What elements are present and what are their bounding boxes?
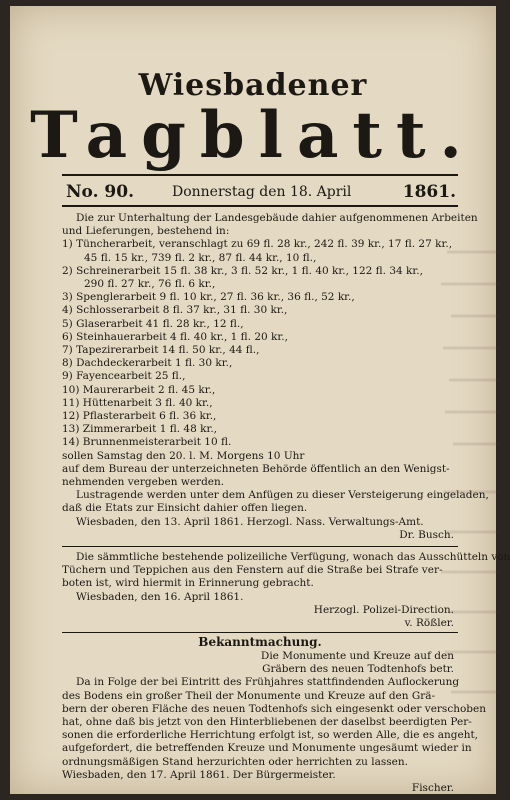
- section-rule: [62, 546, 458, 547]
- notice-police: [62, 551, 510, 630]
- notice-line: und Lieferungen, bestehend in:: [62, 225, 230, 238]
- issue-number: No. 90.: [66, 182, 134, 202]
- notice-line: sollen Samstag den 20. l. M. Morgens 10 Uhr: [62, 449, 305, 462]
- notice-line: aufgefordert, die betreffenden Kreuze und Monumente ungesäumt wieder in: [62, 742, 472, 755]
- notice-line: 45 fl. 15 kr., 739 fl. 2 kr., 87 fl. 44 kr., 10 fl.,: [84, 251, 317, 264]
- issue-date: Donnerstag den 18. April: [172, 184, 352, 200]
- notice-subject: Die Monumente und Kreuze auf den: [260, 650, 454, 662]
- notice-line: Die zur Unterhaltung der Landesgebäude dahier aufgenommenen Arbeiten: [76, 212, 478, 224]
- notice-line: Wiesbaden, den 13. April 1861. Herzogl. Nass. Verwaltungs-Amt.: [76, 515, 424, 528]
- dateline-rule: [62, 205, 458, 207]
- notice-line: Da in Folge der bei Eintritt des Frühjahres stattfindenden Auflockerung: [76, 676, 460, 689]
- issue-year: 1861.: [402, 182, 456, 202]
- notice-heading: Bekanntmachung.: [198, 635, 322, 649]
- notice-line: 10) Maurerarbeit 2 fl. 45 kr.,: [62, 383, 216, 396]
- notice-line: 14) Brunnenmeisterarbeit 10 fl.: [62, 436, 232, 449]
- notice-line: 12) Pflasterarbeit 6 fl. 36 kr.,: [62, 410, 217, 423]
- dateline: [62, 178, 458, 204]
- masthead-title: Tagblatt.: [30, 98, 476, 173]
- notice-subject: Gräbern des neuen Todtenhofs betr.: [262, 663, 454, 676]
- notice-line: 8) Dachdeckerarbeit 1 fl. 30 kr.,: [62, 357, 233, 370]
- notice-signature: Fischer.: [411, 782, 454, 795]
- newspaper-page: [10, 6, 510, 795]
- notice-line: auf dem Bureau der unterzeichneten Behörde öffentlich an den Wenigst-: [62, 462, 450, 475]
- notice-line: bern der oberen Fläche des neuen Todtenhofs sich eingesenkt oder verschoben: [62, 702, 486, 715]
- notice-line: 11) Hüttenarbeit 3 fl. 40 kr.,: [62, 396, 213, 409]
- notice-line: 3) Spenglerarbeit 9 fl. 10 kr., 27 fl. 36 kr., 36 fl., 52 kr.,: [62, 291, 355, 304]
- notice-line: nehmenden vergeben werden.: [62, 476, 225, 489]
- notice-line: Tüchern und Teppichen aus den Fenstern auf die Straße bei Strafe ver-: [62, 564, 443, 577]
- notice-line: hat, ohne daß bis jetzt von den Hinterbliebenen der daselbst beerdigten Per-: [62, 716, 472, 729]
- notice-tender: [62, 212, 489, 542]
- notice-signature: Herzogl. Polizei-Direction.: [313, 603, 454, 616]
- notice-line: Lustragende werden unter dem Anfügen zu dieser Versteigerung eingeladen,: [76, 489, 489, 502]
- notice-signature: Dr. Busch.: [399, 528, 454, 541]
- notice-line: 290 fl. 27 kr., 76 fl. 6 kr.,: [84, 278, 216, 291]
- notice-line: Die sämmtliche bestehende polizeiliche Verfügung, wonach das Ausschütteln von: [76, 551, 510, 563]
- notice-line: Wiesbaden, den 17. April 1861. Der Bürgermeister.: [62, 768, 336, 781]
- notice-line: 9) Fayencearbeit 25 fl.,: [62, 370, 186, 383]
- masthead-subtitle: Wiesbadener: [138, 68, 368, 103]
- notice-line: daß die Etats zur Einsicht dahier offen liegen.: [62, 502, 308, 515]
- notice-line: 6) Steinhauerarbeit 4 fl. 40 kr., 1 fl. 20 kr.,: [62, 330, 288, 343]
- notice-line: boten ist, wird hiermit in Erinnerung gebracht.: [62, 577, 314, 590]
- notice-line: 2) Schreinerarbeit 15 fl. 38 kr., 3 fl. 52 kr., 1 fl. 40 kr., 122 fl. 34 kr.,: [62, 264, 423, 277]
- notice-line: ordnungsmäßigen Stand herzurichten oder herrichten zu lassen.: [62, 755, 408, 768]
- notice-line: 4) Schlosserarbeit 8 fl. 37 kr., 31 fl. 30 kr.,: [62, 304, 288, 317]
- masthead-rule: [62, 174, 458, 176]
- notice-line: 13) Zimmerarbeit 1 fl. 48 kr.,: [62, 423, 218, 436]
- section-rule: [62, 632, 458, 633]
- notice-line: 7) Tapezirerarbeit 14 fl. 50 kr., 44 fl.,: [62, 344, 260, 357]
- notice-line: 5) Glaserarbeit 41 fl. 28 kr., 12 fl.,: [62, 317, 244, 330]
- notice-line: 1) Tüncherarbeit, veranschlagt zu 69 fl. 28 kr., 242 fl. 39 kr., 17 fl. 27 kr.,: [62, 238, 453, 251]
- notice-line: sonen die erforderliche Herrichtung erfolgt ist, so werden Alle, die es angeht,: [62, 729, 479, 742]
- notice-signature: v. Rößler.: [404, 617, 454, 630]
- notice-line: Wiesbaden, den 16. April 1861.: [76, 590, 244, 603]
- notice-cemetery: [62, 634, 486, 795]
- notice-line: des Bodens ein großer Theil der Monumente und Kreuze auf den Grä-: [62, 689, 436, 702]
